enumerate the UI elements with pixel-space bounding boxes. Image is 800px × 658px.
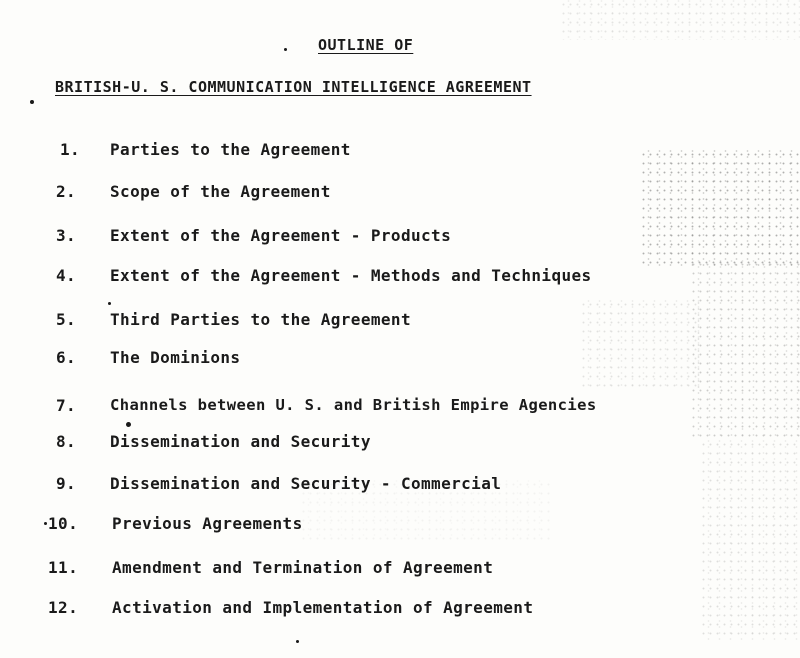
item-text: Dissemination and Security - Commercial <box>110 474 502 493</box>
scan-dot <box>126 422 131 427</box>
scan-dot <box>108 302 111 305</box>
scan-speckle <box>580 300 700 390</box>
item-number: 4. <box>56 266 77 285</box>
scan-dot <box>296 640 299 643</box>
item-text: Extent of the Agreement - Products <box>110 226 452 245</box>
item-text: Extent of the Agreement - Methods and Techniques <box>110 266 592 285</box>
item-text: Activation and Implementation of Agreement <box>112 598 534 617</box>
scan-speckle <box>700 440 800 640</box>
item-number: 3. <box>56 226 77 245</box>
item-number: 6. <box>56 348 77 367</box>
scan-speckle <box>690 260 800 440</box>
item-number: 9. <box>56 474 77 493</box>
item-number: 5. <box>56 310 77 329</box>
item-text: Channels between U. S. and British Empire Agencies <box>110 396 597 414</box>
scan-dot <box>284 48 287 51</box>
item-number: 2. <box>56 182 77 201</box>
scan-speckle <box>560 0 800 40</box>
scan-dot <box>44 522 47 525</box>
item-number: 1. <box>60 140 81 159</box>
item-text: The Dominions <box>110 348 241 367</box>
item-number: 7. <box>56 396 77 415</box>
item-text: Previous Agreements <box>112 514 303 533</box>
document-subtitle: BRITISH-U. S. COMMUNICATION INTELLIGENCE AGREEMENT <box>55 78 532 96</box>
item-number: 12. <box>48 598 79 617</box>
item-text: Third Parties to the Agreement <box>110 310 411 329</box>
item-number: 11. <box>48 558 79 577</box>
document-title: OUTLINE OF <box>318 36 414 54</box>
item-text: Amendment and Termination of Agreement <box>112 558 494 577</box>
item-text: Parties to the Agreement <box>110 140 351 159</box>
item-number: 8. <box>56 432 77 451</box>
item-number: 10. <box>48 514 79 533</box>
scan-speckle <box>640 150 800 270</box>
item-text: Scope of the Agreement <box>110 182 331 201</box>
scan-dot <box>30 100 34 104</box>
item-text: Dissemination and Security <box>110 432 371 451</box>
